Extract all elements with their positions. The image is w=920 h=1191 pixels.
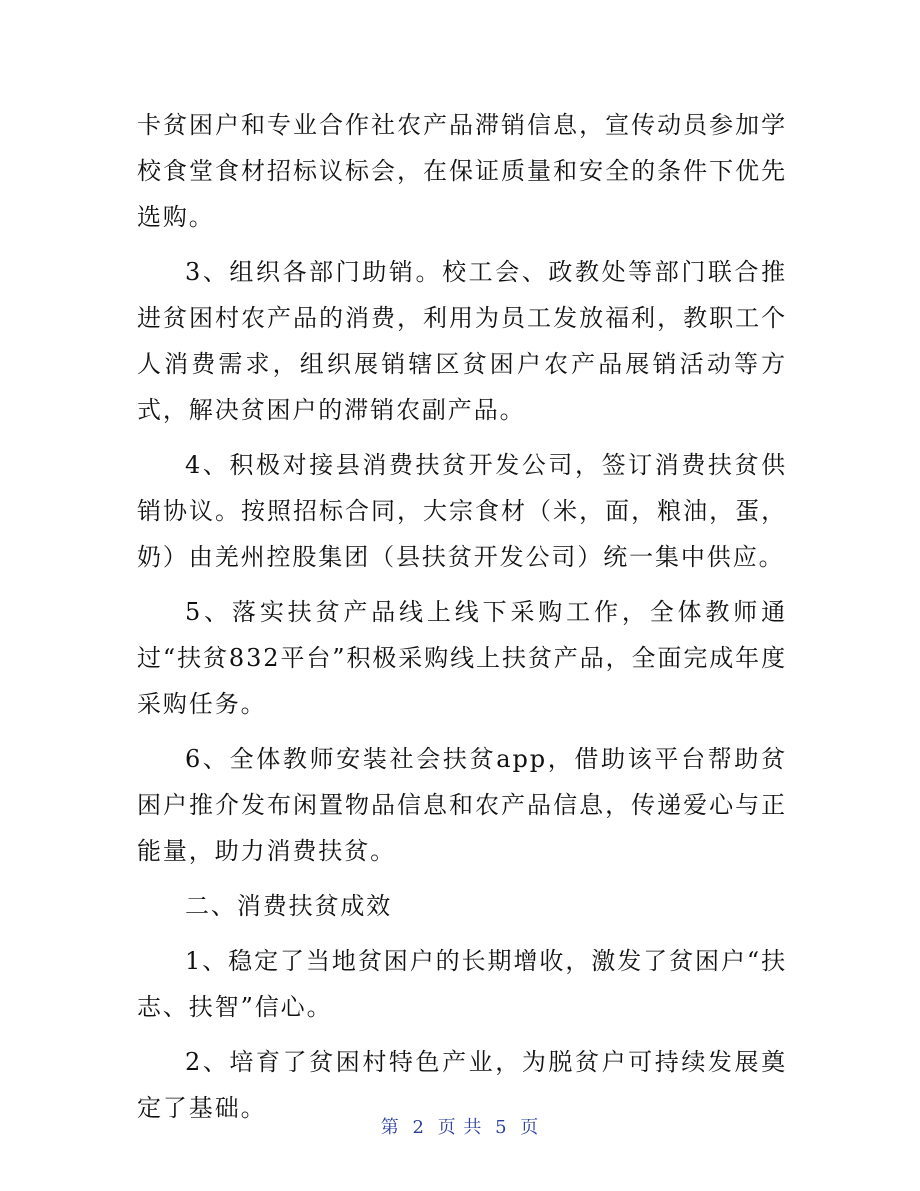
paragraph-3: 4、积极对接县消费扶贫开发公司，签订消费扶贫供销协议。按照招标合同，大宗食材（米，面，粮油，蛋，奶）由羌州控股集团（县扶贫开发公司）统一集中供应。 bbox=[137, 451, 787, 571]
paragraph-2: 3、组织各部门助销。校工会、政教处等部门联合推进贫困村农产品的消费，利用为员工发放福利，教职工个人消费需求，组织展销辖区贫困户农产品展销活动等方式，解决贫困户的滞销农副产品。 bbox=[137, 258, 787, 424]
section-heading: 二、消费扶贫成效 bbox=[185, 892, 393, 920]
paragraph-1: 卡贫困户和专业合作社农产品滞销信息，宣传动员参加学校食堂食材招标议标会，在保证质量和安全的条件下优先选购。 bbox=[137, 111, 787, 231]
footer-middle: 页 共 bbox=[437, 1117, 483, 1138]
document-body bbox=[137, 102, 787, 1131]
footer-prefix: 第 bbox=[380, 1117, 400, 1138]
footer-total-pages: 5 bbox=[495, 1117, 508, 1138]
paragraph-4: 5、落实扶贫产品线上线下采购工作，全体教师通过“扶贫832平台”积极采购线上扶贫产品，全面完成年度采购任务。 bbox=[137, 598, 787, 718]
page-footer bbox=[0, 1113, 920, 1139]
paragraph-5: 6、全体教师安装社会扶贫app，借助该平台帮助贫困户推介发布闲置物品信息和农产品信息，传递爱心与正能量，助力消费扶贫。 bbox=[137, 745, 787, 865]
footer-page-number: 2 bbox=[412, 1117, 425, 1138]
paragraph-7: 2、培育了贫困村特色产业，为脱贫户可持续发展奠定了基础。 bbox=[137, 1048, 787, 1122]
footer-suffix: 页 bbox=[520, 1117, 540, 1138]
paragraph-6: 1、稳定了当地贫困户的长期增收，激发了贫困户“扶志、扶智”信心。 bbox=[137, 947, 787, 1021]
